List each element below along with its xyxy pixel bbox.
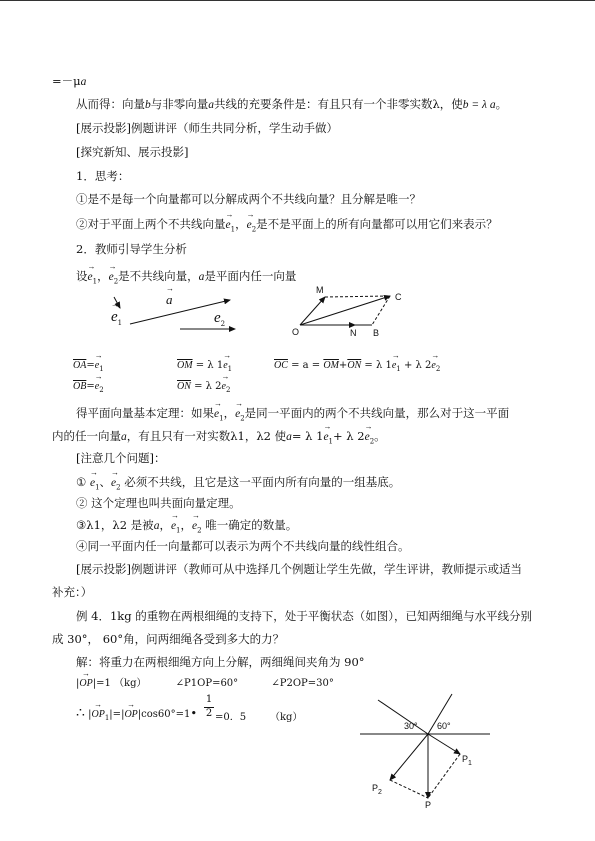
solution-op1-calc: ∴ |→ $OP_1|=|\to$ OP|cos60°=1• [76,706,197,723]
solution-op-magnitude: |→ OP|=1 （kg） ∠P1OP=60° ∠P2OP=30° [76,678,334,689]
eq-om: $\overline{OM} = \lambda$ $1\to e_1$ [177,360,232,374]
theorem-line-2: 内的任一向量a，有且只有一对实数λ1，λ2 使a= λ $1\to e_1+ \lambda$ $2\to e_2$。 [52,430,386,446]
angle-60: 60° [437,721,451,731]
eq-oc: $\overline{OC} = a = \overline{OM}+\overline{ON} = \lambda$ $1\to e_1 + \lambda$ $2\to e_2$ [274,360,440,374]
section-projection-1: [展示投影]例题讲评（师生共同分析，学生动手做） [76,121,338,135]
label-B: B [373,328,380,338]
label-N: N [350,328,357,338]
top-rule [0,0,595,1]
fig1-a-label: → a [166,293,173,308]
eq-on: $\overline{ON} = \lambda$ $2\to e_2$ [177,381,230,395]
section-projection-2: [展示投影]例题讲评（教师可从中选择几个例题让学生先做，学生评讲，教师提示或适当 [76,562,522,576]
question-1: ①是不是每一个向量都可以分解成两个不共线向量？且分解是唯一？ [76,192,421,206]
teacher-guide-heading: 2．教师引导学生分析 [76,242,187,256]
theorem-line-1: 得平面向量基本定理：如果→ $e_1$，→ $e_2$是同一平面内的两个不共线向量，那么对于这一平面 [76,407,509,423]
solution-result: =0．5 [215,712,247,723]
fraction: 1 2 [205,694,213,719]
setup-line: 设→ $e_1$，→ $e_2$是不共线向量，a是平面内任一向量 [76,270,296,286]
example-4-line-1: 例 4．1kg 的重物在两根细绳的支持下，处于平衡状态（如图），已知两细绳与水平线分别 [76,609,533,623]
base-vectors-figure [100,288,250,338]
note-2: ② 这个定理也叫共面向量定理。 [76,496,241,510]
label-P: P [425,800,432,810]
solution-line-1: 解：将重力在两根细绳方向上分解，两细绳间夹角为 90° [76,655,365,669]
example-4-line-2: 成 30°， 60°角，问两细绳各受到多大的力？ [52,632,285,646]
label-C: C [395,292,402,302]
parallelogram-figure [290,282,400,342]
section-explore: [探究新知、展示投影] [76,145,189,159]
fig1-e1-label: → $e_1$ [111,308,122,328]
line-continuation: =－μa [52,74,87,88]
solution-unit: （kg） [270,712,303,723]
label-P1: $P_1$ [462,754,472,767]
label-M: M [316,285,324,295]
label-P2: $P_2$ [372,783,382,796]
note-4: ④同一平面内任一向量都可以表示为两个不共线向量的线性组合。 [76,539,410,553]
notes-heading: [注意几个问题]： [76,451,166,465]
note-1: ① → $e_1$、→ $e_2$ 必须不共线，且它是这一平面内所有向量的一组基底。 [76,476,400,492]
note-3: ③λ1，λ2 是被a，→ $e_1$，→ $e_2$ 唯一确定的数量。 [76,519,297,535]
collinear-condition: 从而得：向量b与非零向量a共线的充要条件是：有且只有一个非零实数λ，使b = λ a。 [76,97,508,111]
section-projection-2-cont: 补充：） [52,585,93,599]
angle-30: 30° [404,721,418,731]
eq-ob: $\overline{OB}=\to e_2$ [73,381,104,395]
label-O: O [292,327,300,337]
question-2: ②对于平面上两个不共线向量→ $e_1$，→ $e_2$是不是平面上的所有向量都可以用它们来表示？ [76,218,498,234]
fig1-e2-label: $e_2$ [214,310,226,328]
think-heading: 1．思考： [76,169,130,183]
eq-oa: $\overline{OA}=\to e_1$ [73,360,104,374]
